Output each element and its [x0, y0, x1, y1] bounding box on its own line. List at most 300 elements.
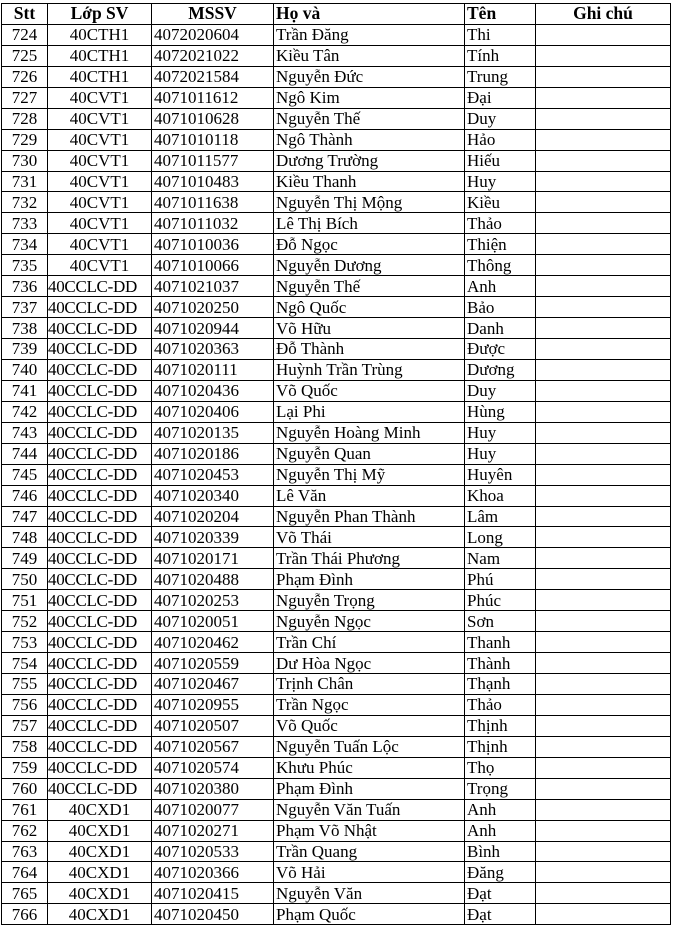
- cell-stt: 745: [2, 464, 48, 485]
- cell-ho: Dương Trường: [274, 150, 465, 171]
- cell-ho: Nguyễn Dương: [274, 255, 465, 276]
- table-body: [2, 24, 671, 924]
- cell-lop: 40CCLC-DD: [48, 380, 152, 401]
- cell-mssv: 4071020467: [152, 674, 274, 695]
- cell-ghichu: [536, 24, 671, 45]
- cell-ghichu: [536, 129, 671, 150]
- cell-ho: Nguyễn Ngọc: [274, 611, 465, 632]
- table-row: [2, 904, 671, 925]
- cell-mssv: 4071020204: [152, 506, 274, 527]
- cell-lop: 40CCLC-DD: [48, 443, 152, 464]
- cell-stt: 731: [2, 171, 48, 192]
- cell-ten: Duy: [465, 108, 536, 129]
- cell-ho: Nguyễn Trọng: [274, 590, 465, 611]
- cell-ho: Nguyễn Thế: [274, 108, 465, 129]
- cell-ghichu: [536, 569, 671, 590]
- cell-lop: 40CVT1: [48, 87, 152, 108]
- cell-ten: Thông: [465, 255, 536, 276]
- cell-mssv: 4071020507: [152, 715, 274, 736]
- header-ten: Tên: [465, 4, 536, 25]
- cell-ten: Thạnh: [465, 674, 536, 695]
- cell-mssv: 4071020415: [152, 883, 274, 904]
- cell-stt: 764: [2, 862, 48, 883]
- cell-ho: Võ Quốc: [274, 715, 465, 736]
- cell-ho: Phạm Võ Nhật: [274, 820, 465, 841]
- table-row: [2, 213, 671, 234]
- cell-ghichu: [536, 255, 671, 276]
- cell-ho: Trần Quang: [274, 841, 465, 862]
- cell-lop: 40CVT1: [48, 192, 152, 213]
- cell-ho: Đỗ Ngọc: [274, 234, 465, 255]
- cell-ho: Võ Thái: [274, 527, 465, 548]
- cell-stt: 755: [2, 674, 48, 695]
- cell-ho: Nguyễn Văn: [274, 883, 465, 904]
- cell-ghichu: [536, 401, 671, 422]
- cell-ten: Huy: [465, 171, 536, 192]
- cell-ten: Bình: [465, 841, 536, 862]
- header-ghichu: Ghi chú: [536, 4, 671, 25]
- cell-lop: 40CCLC-DD: [48, 485, 152, 506]
- cell-ten: Dương: [465, 359, 536, 380]
- cell-lop: 40CCLC-DD: [48, 464, 152, 485]
- cell-lop: 40CVT1: [48, 213, 152, 234]
- cell-ghichu: [536, 883, 671, 904]
- cell-mssv: 4071020171: [152, 548, 274, 569]
- cell-ho: Kiều Tân: [274, 45, 465, 66]
- cell-stt: 747: [2, 506, 48, 527]
- cell-ho: Võ Hữu: [274, 318, 465, 339]
- cell-ten: Anh: [465, 820, 536, 841]
- cell-stt: 742: [2, 401, 48, 422]
- table-row: [2, 527, 671, 548]
- cell-lop: 40CXD1: [48, 883, 152, 904]
- cell-ten: Đạt: [465, 904, 536, 925]
- cell-ten: Thảo: [465, 213, 536, 234]
- cell-stt: 741: [2, 380, 48, 401]
- cell-mssv: 4071020944: [152, 318, 274, 339]
- cell-ten: Thọ: [465, 757, 536, 778]
- cell-ten: Long: [465, 527, 536, 548]
- cell-ho: Dư Hòa Ngọc: [274, 653, 465, 674]
- table-row: [2, 632, 671, 653]
- table-row: [2, 485, 671, 506]
- cell-stt: 761: [2, 799, 48, 820]
- table-row: [2, 674, 671, 695]
- cell-lop: 40CCLC-DD: [48, 694, 152, 715]
- cell-ghichu: [536, 171, 671, 192]
- table-row: [2, 401, 671, 422]
- cell-ten: Phú: [465, 569, 536, 590]
- cell-ghichu: [536, 694, 671, 715]
- header-row: [2, 4, 671, 25]
- cell-lop: 40CTH1: [48, 24, 152, 45]
- cell-ho: Nguyễn Thị Mỹ: [274, 464, 465, 485]
- table-row: [2, 548, 671, 569]
- table-row: [2, 464, 671, 485]
- cell-lop: 40CCLC-DD: [48, 778, 152, 799]
- cell-lop: 40CXD1: [48, 799, 152, 820]
- cell-ho: Nguyễn Văn Tuấn: [274, 799, 465, 820]
- cell-mssv: 4071020271: [152, 820, 274, 841]
- cell-stt: 751: [2, 590, 48, 611]
- cell-stt: 744: [2, 443, 48, 464]
- cell-ho: Trần Ngọc: [274, 694, 465, 715]
- header-stt: Stt: [2, 4, 48, 25]
- cell-mssv: 4071020253: [152, 590, 274, 611]
- cell-ten: Phúc: [465, 590, 536, 611]
- table-row: [2, 87, 671, 108]
- student-list-table: [1, 3, 671, 925]
- table-row: [2, 590, 671, 611]
- cell-mssv: 4071011638: [152, 192, 274, 213]
- cell-stt: 753: [2, 632, 48, 653]
- cell-ghichu: [536, 234, 671, 255]
- cell-ghichu: [536, 45, 671, 66]
- cell-ten: Thảo: [465, 694, 536, 715]
- cell-lop: 40CVT1: [48, 171, 152, 192]
- cell-ten: Anh: [465, 799, 536, 820]
- cell-lop: 40CVT1: [48, 108, 152, 129]
- cell-stt: 757: [2, 715, 48, 736]
- cell-ho: Lê Thị Bích: [274, 213, 465, 234]
- cell-ghichu: [536, 862, 671, 883]
- cell-mssv: 4071020406: [152, 401, 274, 422]
- cell-stt: 730: [2, 150, 48, 171]
- cell-lop: 40CVT1: [48, 255, 152, 276]
- cell-stt: 740: [2, 359, 48, 380]
- cell-ghichu: [536, 66, 671, 87]
- cell-ghichu: [536, 192, 671, 213]
- cell-stt: 743: [2, 422, 48, 443]
- cell-ten: Sơn: [465, 611, 536, 632]
- cell-lop: 40CCLC-DD: [48, 653, 152, 674]
- cell-mssv: 4072021022: [152, 45, 274, 66]
- cell-ten: Hảo: [465, 129, 536, 150]
- cell-ghichu: [536, 339, 671, 360]
- cell-lop: 40CTH1: [48, 66, 152, 87]
- cell-mssv: 4071011612: [152, 87, 274, 108]
- cell-ghichu: [536, 590, 671, 611]
- cell-ten: Thịnh: [465, 715, 536, 736]
- table-row: [2, 45, 671, 66]
- table-row: [2, 694, 671, 715]
- cell-ten: Thành: [465, 653, 536, 674]
- table-row: [2, 171, 671, 192]
- cell-lop: 40CCLC-DD: [48, 527, 152, 548]
- cell-ho: Ngô Thành: [274, 129, 465, 150]
- cell-stt: 728: [2, 108, 48, 129]
- cell-mssv: 4071020380: [152, 778, 274, 799]
- cell-ho: Võ Hải: [274, 862, 465, 883]
- table-row: [2, 841, 671, 862]
- cell-mssv: 4072020604: [152, 24, 274, 45]
- cell-stt: 758: [2, 736, 48, 757]
- table-row: [2, 799, 671, 820]
- cell-ho: Nguyễn Phan Thành: [274, 506, 465, 527]
- cell-ghichu: [536, 674, 671, 695]
- cell-ten: Thiện: [465, 234, 536, 255]
- cell-lop: 40CCLC-DD: [48, 548, 152, 569]
- cell-ho: Nguyễn Quan: [274, 443, 465, 464]
- cell-ghichu: [536, 715, 671, 736]
- cell-ghichu: [536, 632, 671, 653]
- cell-ghichu: [536, 380, 671, 401]
- table-row: [2, 380, 671, 401]
- cell-ten: Danh: [465, 318, 536, 339]
- cell-ho: Trần Thái Phương: [274, 548, 465, 569]
- cell-ghichu: [536, 527, 671, 548]
- cell-stt: 754: [2, 653, 48, 674]
- cell-ghichu: [536, 548, 671, 569]
- cell-ten: Bảo: [465, 297, 536, 318]
- cell-stt: 729: [2, 129, 48, 150]
- table-row: [2, 24, 671, 45]
- table-row: [2, 318, 671, 339]
- cell-stt: 756: [2, 694, 48, 715]
- cell-lop: 40CXD1: [48, 862, 152, 883]
- table-row: [2, 66, 671, 87]
- cell-lop: 40CCLC-DD: [48, 359, 152, 380]
- cell-lop: 40CCLC-DD: [48, 569, 152, 590]
- cell-ho: Ngô Quốc: [274, 297, 465, 318]
- cell-ten: Nam: [465, 548, 536, 569]
- cell-lop: 40CTH1: [48, 45, 152, 66]
- cell-ten: Được: [465, 339, 536, 360]
- cell-mssv: 4071020955: [152, 694, 274, 715]
- table-row: [2, 611, 671, 632]
- cell-ten: Tính: [465, 45, 536, 66]
- cell-lop: 40CCLC-DD: [48, 422, 152, 443]
- cell-mssv: 4071010036: [152, 234, 274, 255]
- cell-ho: Phạm Quốc: [274, 904, 465, 925]
- cell-ten: Đăng: [465, 862, 536, 883]
- cell-mssv: 4071020488: [152, 569, 274, 590]
- table-row: [2, 129, 671, 150]
- cell-ghichu: [536, 213, 671, 234]
- cell-stt: 759: [2, 757, 48, 778]
- cell-ho: Lê Văn: [274, 485, 465, 506]
- cell-ten: Lâm: [465, 506, 536, 527]
- cell-ten: Thi: [465, 24, 536, 45]
- cell-stt: 734: [2, 234, 48, 255]
- table-row: [2, 443, 671, 464]
- cell-ho: Kiều Thanh: [274, 171, 465, 192]
- cell-ghichu: [536, 464, 671, 485]
- cell-lop: 40CCLC-DD: [48, 632, 152, 653]
- cell-ten: Đại: [465, 87, 536, 108]
- cell-mssv: 4071020363: [152, 339, 274, 360]
- table-row: [2, 150, 671, 171]
- cell-ho: Võ Quốc: [274, 380, 465, 401]
- table-row: [2, 862, 671, 883]
- cell-mssv: 4071020533: [152, 841, 274, 862]
- cell-ho: Ngô Kim: [274, 87, 465, 108]
- cell-ho: Khưu Phúc: [274, 757, 465, 778]
- cell-ten: Huyên: [465, 464, 536, 485]
- table-row: [2, 276, 671, 297]
- cell-ghichu: [536, 820, 671, 841]
- cell-stt: 752: [2, 611, 48, 632]
- cell-lop: 40CVT1: [48, 234, 152, 255]
- cell-ho: Nguyễn Thị Mộng: [274, 192, 465, 213]
- cell-lop: 40CCLC-DD: [48, 276, 152, 297]
- cell-mssv: 4072021584: [152, 66, 274, 87]
- cell-mssv: 4071020051: [152, 611, 274, 632]
- cell-ghichu: [536, 297, 671, 318]
- cell-ho: Phạm Đình: [274, 569, 465, 590]
- cell-stt: 733: [2, 213, 48, 234]
- cell-ho: Lại Phi: [274, 401, 465, 422]
- cell-mssv: 4071010118: [152, 129, 274, 150]
- cell-ghichu: [536, 611, 671, 632]
- cell-lop: 40CXD1: [48, 841, 152, 862]
- cell-lop: 40CVT1: [48, 129, 152, 150]
- cell-mssv: 4071020340: [152, 485, 274, 506]
- table-row: [2, 339, 671, 360]
- cell-ghichu: [536, 736, 671, 757]
- table-row: [2, 297, 671, 318]
- table-row: [2, 255, 671, 276]
- cell-ten: Khoa: [465, 485, 536, 506]
- cell-ghichu: [536, 757, 671, 778]
- cell-mssv: 4071020567: [152, 736, 274, 757]
- cell-ghichu: [536, 108, 671, 129]
- cell-lop: 40CCLC-DD: [48, 318, 152, 339]
- cell-stt: 749: [2, 548, 48, 569]
- cell-lop: 40CCLC-DD: [48, 339, 152, 360]
- cell-mssv: 4071020339: [152, 527, 274, 548]
- cell-ten: Hiếu: [465, 150, 536, 171]
- table-row: [2, 192, 671, 213]
- cell-ten: Đạt: [465, 883, 536, 904]
- cell-mssv: 4071020366: [152, 862, 274, 883]
- cell-ghichu: [536, 443, 671, 464]
- cell-ghichu: [536, 653, 671, 674]
- cell-ho: Nguyễn Hoàng Minh: [274, 422, 465, 443]
- cell-ghichu: [536, 778, 671, 799]
- cell-mssv: 4071020559: [152, 653, 274, 674]
- cell-ho: Nguyễn Tuấn Lộc: [274, 736, 465, 757]
- cell-stt: 736: [2, 276, 48, 297]
- cell-ten: Huy: [465, 443, 536, 464]
- cell-ghichu: [536, 904, 671, 925]
- cell-ghichu: [536, 485, 671, 506]
- cell-ten: Hùng: [465, 401, 536, 422]
- cell-ten: Huy: [465, 422, 536, 443]
- cell-mssv: 4071020436: [152, 380, 274, 401]
- cell-mssv: 4071010628: [152, 108, 274, 129]
- cell-mssv: 4071010483: [152, 171, 274, 192]
- cell-mssv: 4071020186: [152, 443, 274, 464]
- cell-ho: Nguyễn Đức: [274, 66, 465, 87]
- cell-mssv: 4071020462: [152, 632, 274, 653]
- table-row: [2, 422, 671, 443]
- cell-ho: Phạm Đình: [274, 778, 465, 799]
- cell-lop: 40CCLC-DD: [48, 297, 152, 318]
- cell-lop: 40CCLC-DD: [48, 611, 152, 632]
- cell-stt: 725: [2, 45, 48, 66]
- cell-mssv: 4071020574: [152, 757, 274, 778]
- cell-ten: Kiều: [465, 192, 536, 213]
- cell-stt: 763: [2, 841, 48, 862]
- cell-ghichu: [536, 359, 671, 380]
- cell-ten: Thanh: [465, 632, 536, 653]
- cell-lop: 40CCLC-DD: [48, 757, 152, 778]
- table-row: [2, 234, 671, 255]
- table-row: [2, 778, 671, 799]
- cell-mssv: 4071010066: [152, 255, 274, 276]
- cell-stt: 739: [2, 339, 48, 360]
- table-row: [2, 653, 671, 674]
- cell-lop: 40CCLC-DD: [48, 590, 152, 611]
- cell-mssv: 4071020111: [152, 359, 274, 380]
- cell-stt: 766: [2, 904, 48, 925]
- cell-lop: 40CXD1: [48, 820, 152, 841]
- cell-ho: Trần Đăng: [274, 24, 465, 45]
- cell-stt: 750: [2, 569, 48, 590]
- cell-ten: Anh: [465, 276, 536, 297]
- cell-mssv: 4071011032: [152, 213, 274, 234]
- cell-ghichu: [536, 318, 671, 339]
- cell-stt: 727: [2, 87, 48, 108]
- cell-ho: Nguyễn Thế: [274, 276, 465, 297]
- header-ho: Họ và: [274, 4, 465, 25]
- table-row: [2, 569, 671, 590]
- table-row: [2, 506, 671, 527]
- cell-ghichu: [536, 506, 671, 527]
- table-row: [2, 108, 671, 129]
- cell-stt: 762: [2, 820, 48, 841]
- cell-ghichu: [536, 422, 671, 443]
- cell-stt: 737: [2, 297, 48, 318]
- cell-lop: 40CCLC-DD: [48, 674, 152, 695]
- cell-lop: 40CCLC-DD: [48, 506, 152, 527]
- cell-mssv: 4071020450: [152, 904, 274, 925]
- cell-ten: Trung: [465, 66, 536, 87]
- cell-stt: 765: [2, 883, 48, 904]
- table-row: [2, 883, 671, 904]
- table-row: [2, 757, 671, 778]
- table-row: [2, 359, 671, 380]
- cell-mssv: 4071020077: [152, 799, 274, 820]
- cell-ghichu: [536, 87, 671, 108]
- cell-ho: Đỗ Thành: [274, 339, 465, 360]
- cell-mssv: 4071021037: [152, 276, 274, 297]
- cell-ghichu: [536, 276, 671, 297]
- cell-ghichu: [536, 841, 671, 862]
- cell-ten: Thịnh: [465, 736, 536, 757]
- cell-ho: Trần Chí: [274, 632, 465, 653]
- header-mssv: MSSV: [152, 4, 274, 25]
- cell-lop: 40CVT1: [48, 150, 152, 171]
- cell-mssv: 4071020250: [152, 297, 274, 318]
- cell-ghichu: [536, 799, 671, 820]
- cell-mssv: 4071020135: [152, 422, 274, 443]
- cell-mssv: 4071011577: [152, 150, 274, 171]
- cell-ten: Trọng: [465, 778, 536, 799]
- cell-ten: Duy: [465, 380, 536, 401]
- cell-lop: 40CCLC-DD: [48, 736, 152, 757]
- cell-ho: Trịnh Chân: [274, 674, 465, 695]
- cell-ho: Huỳnh Trần Trùng: [274, 359, 465, 380]
- cell-stt: 726: [2, 66, 48, 87]
- cell-stt: 760: [2, 778, 48, 799]
- header-lop: Lớp SV: [48, 4, 152, 25]
- cell-stt: 748: [2, 527, 48, 548]
- cell-stt: 732: [2, 192, 48, 213]
- table-row: [2, 820, 671, 841]
- cell-stt: 746: [2, 485, 48, 506]
